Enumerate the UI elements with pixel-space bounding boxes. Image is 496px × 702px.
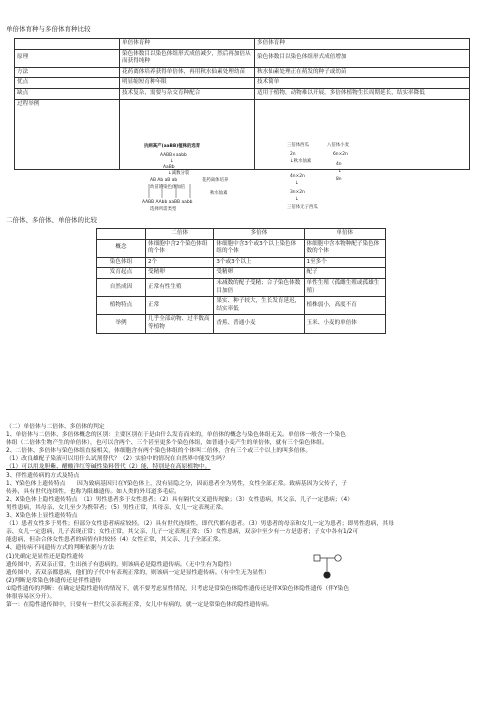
diagram-right-title-a: 三倍体西瓜 [287, 143, 309, 148]
diagram-left-line: AABB AAbb aaBB aabb [142, 200, 193, 205]
diagram-right-line: ↓秋水仙素 [290, 159, 312, 164]
table-cell: 单性生殖（孤雌生殖或孤雄生殖） [304, 278, 385, 296]
body-line: （1）患者女性多于男性；但部分女性患者病症较轻。（2）具有世代连续性，即代代都有患者。（3）男患者的母亲和女儿一定为患者；即男性患病，其母 [6, 521, 394, 528]
row-label: 举例 [97, 315, 146, 333]
row-label: 方法 [15, 67, 120, 78]
body-line: 亲、女儿一定患病，儿子表现正常；女性正常，其父亲、儿子一定表现正常；（5）女性患病，双亲中至少有一方是患者；子女中各有1/2可 [6, 529, 359, 536]
row-label: 过程举例 [15, 99, 120, 169]
table-row [15, 67, 470, 78]
body-line: 1、Y染色体上遗传特点 因为致病基因只在Y染色体上，没有显隐之分，因而患者全为男性，女性全部正常。致病基因为父传子，子 [6, 480, 348, 487]
body-line: 遗传图中，若双亲都患病，他们的子代中有表现正常的，则该病一定是显性遗传病。（有中生无为显性） [6, 569, 270, 576]
table-header-cell: 单倍体 [304, 229, 385, 240]
body-line: （二）单倍体与二倍体、多倍体的判定 [6, 424, 105, 430]
row-label: 自然成因 [97, 278, 146, 296]
table-row [15, 78, 470, 89]
table-haploid-polyploid-breeding [14, 38, 470, 170]
table-cell [15, 39, 120, 50]
diagram-left-line: 秋水仙素 [210, 191, 228, 196]
row-label: 优点 [15, 78, 120, 89]
table-ploidy-comparison [96, 228, 386, 334]
diagram-right-line: ↓ [295, 197, 299, 202]
row-label: 染色体组 [97, 257, 146, 268]
table-cell [97, 229, 146, 240]
table-cell: 秋水仙素处理正在萌发的种子或幼苗 [255, 67, 470, 78]
table-cell: 1至多个 [304, 257, 385, 268]
diagram-right-line: 4n [336, 162, 342, 167]
table-row [97, 315, 386, 333]
section-subtitle: 二倍体、多倍体、单倍体的比较 [6, 216, 97, 224]
pedigree-symbol [312, 553, 346, 583]
table-cell: 体细胞中含3个或3个以上染色体组的个体 [214, 239, 304, 257]
body-line: 遗传图中，若双亲正常，生出孩子有患病的，则该病必是隐性遗传病。（无中生有为隐性） [6, 561, 235, 568]
table-cell: 果实、种子较大，生长发育延迟，结实率低 [214, 297, 304, 315]
body-line: 体组（二倍体生物产生的单倍体），也可以含两个、三个甚至更多个染色体组，如普通小麦产生的单倍体，就有三个染色体组。 [6, 440, 328, 447]
body-line: 3、X染色体上显性遗传特点 [6, 513, 78, 520]
body-line: (1)先确定是显性还是隐性遗传 [6, 553, 84, 560]
diagram-left-line: AB Ab aB ab [150, 178, 178, 183]
body-line: （1）可以用龙胆紫、醋酸洋红等碱性染料替代（2）能，特别是在高原植物中。 [6, 464, 211, 471]
table-row [97, 268, 386, 279]
row-label: 概念 [97, 239, 146, 257]
body-line: (2)判断是常染色体遗传还是伴性遗传 [6, 577, 102, 584]
table-row [97, 297, 386, 315]
table-cell: 正常有性生殖 [146, 278, 214, 296]
diagram-left-line: AaBb [163, 165, 175, 170]
body-line: 2、二倍体、多倍体与染色体组直接相关，体细胞含有两个染色体组的个体叫二倍体，含有三个或三个以上的叫多倍体。 [6, 448, 312, 455]
table-cell: 未减数的配子受精；合子染色体数目加倍 [214, 278, 304, 296]
table-cell: 3个或3个以上 [214, 257, 304, 268]
body-line: 传孙，具有世代连续性，也称为限雄遗传。如人类的外耳道多毛症。 [6, 488, 180, 495]
table-cell: 配子 [304, 268, 385, 279]
table-cell: 正常 [146, 297, 214, 315]
table-cell: 植株弱小，高度不育 [304, 297, 385, 315]
diagram-cell-left [120, 99, 255, 169]
table-header-cell: 多倍体育种 [255, 39, 470, 50]
table-header-cell: 二倍体 [146, 229, 214, 240]
body-text [6, 423, 490, 609]
diagram-right-line: ↓ [295, 181, 299, 186]
diagram-left-line: ↓ [170, 159, 174, 164]
diagram-left-line: AABB×aabb [160, 153, 187, 158]
diagram-left-line: 选择所需类型 [150, 207, 177, 212]
diagram-right-line: ↓ [338, 169, 342, 174]
table-cell: 适用于植物，动物难以开展。多倍体植物生长周期延长，结实率降低 [255, 88, 470, 99]
table-cell: 染色体数目以染色体组形式成倍增加 [255, 49, 470, 67]
table-cell: 几乎全部动物、过半数高等植物 [146, 315, 214, 333]
diagram-left-branch-lines [146, 182, 206, 200]
table-cell: 香蕉、普通小麦 [214, 315, 304, 333]
row-label: 缺点 [15, 88, 120, 99]
diagram-right-line: 3n×2n [290, 190, 305, 195]
body-line: 能患病，但杂合体女性患者的病情有时较轻（4）女性正常，其父亲、儿子全部正常。 [6, 537, 225, 544]
table-cell: 2个 [146, 257, 214, 268]
diagram-right-title-b: 八倍体小麦 [327, 143, 349, 148]
diagram-left-line: 幼苗的染色体加倍 [150, 185, 186, 190]
diagram-cell-right [255, 99, 470, 169]
row-label: 植物特点 [97, 297, 146, 315]
table-header-row [97, 229, 386, 240]
body-line: 体很容易区分开）。 [6, 593, 56, 600]
table-cell: 花药离体培养获得单倍体，再用秋水仙素处理幼苗 [120, 67, 255, 78]
body-line: 1、单倍体与二倍体、多倍体概念的区别：主要区别在于是由什么发育而来的，单倍体的概念与染色体组无关。单倍体一般含一个染色 [6, 432, 346, 439]
table-header-row [15, 39, 470, 50]
diagram-right-line: 4n×2n [290, 174, 305, 179]
table-row [15, 88, 470, 99]
body-line: 4、遗传病不同遗传方式的判断依据与方法 [6, 545, 115, 552]
row-label: 发育起点 [97, 268, 146, 279]
body-line: 3、伴性遗传病的方式及特点 [6, 472, 80, 479]
table-row-process [15, 99, 470, 169]
diagram-right-line: 2n [290, 152, 296, 157]
table-row [15, 49, 470, 67]
table-cell: 玉米、小麦的单倍体 [304, 315, 385, 333]
diagram-left-title: 抗病高产(aaBB)植株的选育 [144, 144, 201, 149]
table-header-cell: 多倍体 [214, 229, 304, 240]
table-cell: 受精卵 [146, 268, 214, 279]
table-header-cell: 单倍体育种 [120, 39, 255, 50]
body-line: ①隐性遗传的判断：在确定是隐性遗传的情况下，就不要考虑显性情况，只考虑是常染色体隐性遗传还是伴X染色体隐性遗传（伴Y染色 [6, 585, 350, 592]
row-label: 原理 [15, 49, 120, 67]
table-cell: 受精卵 [214, 268, 304, 279]
diagram-left-line: 花药离体培养 [202, 178, 229, 183]
page-title: 单倍体育种与多倍体育种比较 [6, 25, 91, 33]
table-cell: 体细胞中含本物种配子染色体数的个体 [304, 239, 385, 257]
body-line: 第一：在隐性遗传图中，只要有一世代父亲表现正常，女儿中有病的，就一定是常染色体的隐性遗传病。 [6, 602, 273, 609]
table-row [97, 239, 386, 257]
body-line: （1）改良雄配子染液可以用什么试剂替代？（2）实验中的情况在自然界中能发生吗？ [6, 456, 228, 463]
table-row [97, 278, 386, 296]
diagram-right-line: 6n×2n [333, 152, 348, 157]
table-cell: 染色体数目以染色体组形式成倍减少，然后再加倍从而获得纯种 [120, 49, 255, 67]
diagram-left-line: ↓减数分裂 [168, 171, 190, 176]
table-cell: 技术简单 [255, 78, 470, 89]
diagram-right-line: 8n [336, 177, 342, 182]
table-cell: 明显缩短育种年限 [120, 78, 255, 89]
body-line: 2、X染色体上隐性遗传特点 （1）男性患者多于女性患者；（2）具有隔代交叉遗传现象；（3）女性患病，其父亲、儿子一定患病；（4） [6, 496, 354, 503]
table-cell: 体细胞中含2个染色体组的个体 [146, 239, 214, 257]
body-line: 男性患病，其母亲、女儿至少为携带者；（5）男性正常，其母亲、女儿一定表现正常。 [6, 504, 228, 511]
table-cell: 技术复杂，需要与杂交育种配合 [120, 88, 255, 99]
table-row [97, 257, 386, 268]
diagram-right-line: 三倍体无子西瓜 [287, 205, 318, 210]
